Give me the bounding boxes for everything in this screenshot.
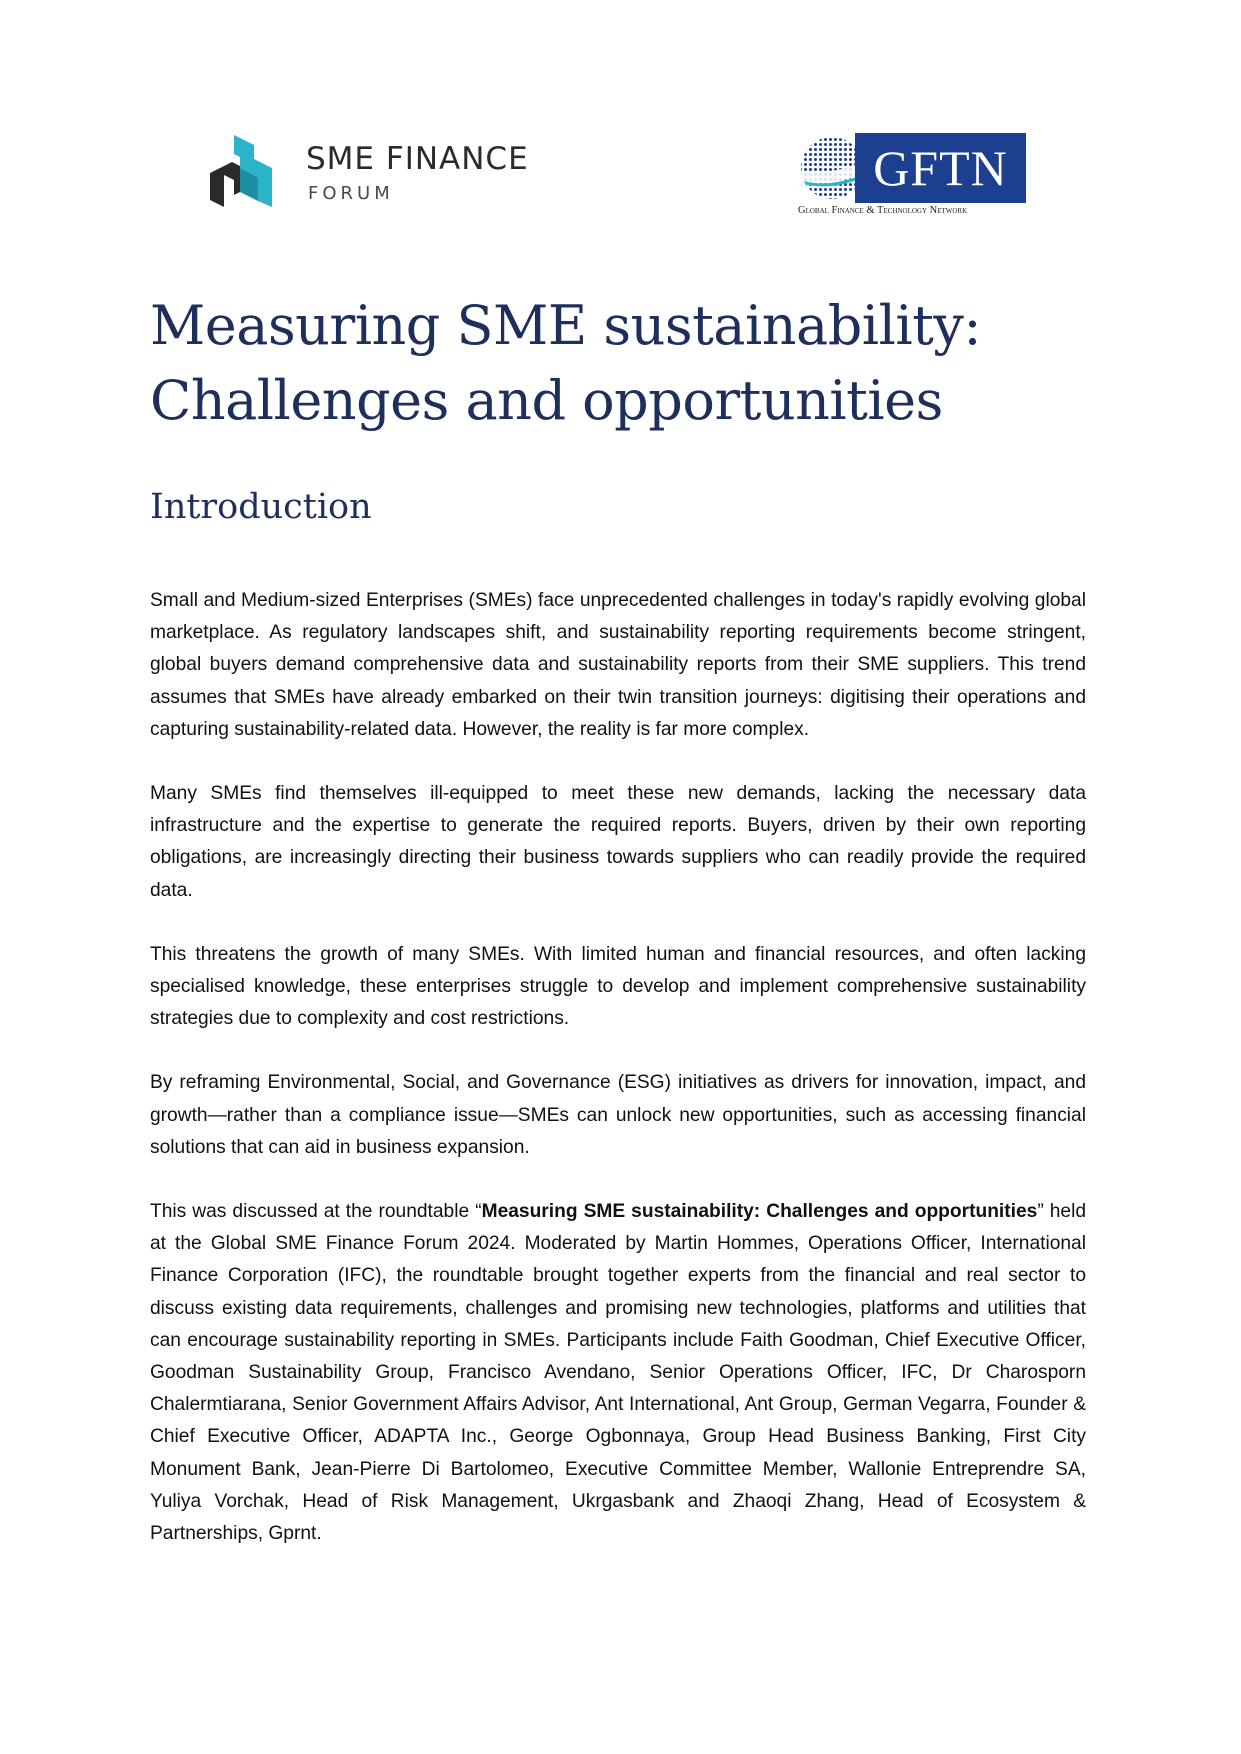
paragraph: Small and Medium-sized Enterprises (SMEs) face unprecedented challenges in today's rapidly evolving global marketplace. As regulatory landscapes shift, and sustainability reporting requirements become stringent, global buyers demand comprehensive data and sustainability reports from their SME suppliers. This trend assumes that SMEs have already embarked on their twin transition journeys: digitising their operations and capturing sustainability-related data. However, the reality is far more complex.	[150, 590, 1086, 740]
sme-finance-forum-mark-icon	[210, 135, 290, 215]
roundtable-paragraph	[150, 1196, 1086, 1550]
sme-finance-forum-logo	[210, 135, 540, 215]
section-heading: Introduction	[150, 487, 372, 527]
gftn-wordmark: GFTN	[855, 133, 1026, 203]
body-text	[150, 585, 1086, 1582]
roundtable-prefix: This was discussed at the roundtable “	[150, 1201, 482, 1223]
gftn-tagline: Global Finance & Technology Network	[798, 205, 968, 216]
sme-logo-title: SME FINANCE	[306, 141, 529, 177]
paragraph: This threatens the growth of many SMEs. With limited human and financial resources, and often lacking specialised knowledge, these enterprises struggle to develop and implement comprehensive sustainability strategies due to complexity and cost restrictions.	[150, 943, 1086, 1030]
gftn-logo	[798, 132, 1030, 222]
roundtable-title-emphasis: Measuring SME sustainability: Challenges and opportunities	[481, 1201, 1038, 1223]
page-title: Measuring SME sustainability: Challenges and opportunities	[150, 294, 982, 432]
sme-logo-subtitle: FORUM	[308, 183, 394, 204]
roundtable-suffix: ” held at the Global SME Finance Forum 2024. Moderated by Martin Hommes, Operations Officer, International Finance Corporation (IFC), the roundtable brought together experts from the financial and real sector to discuss existing data requirements, challenges and promising new technologies, platforms and utilities that can encourage sustainability reporting in SMEs. Participants include Faith Goodman, Chief Executive Officer, Goodman Sustainability Group, Francisco Avendano, Senior Operations Officer, IFC, Dr Charosporn Chalermtiarana, Senior Government Affairs Advisor, Ant International, Ant Group, German Vegarra, Founder & Chief Executive Officer, ADAPTA Inc., George Ogbonnaya, Group Head Business Banking, First City Monument Bank, Jean-Pierre Di Bartolomeo, Executive Committee Member, Wallonie Entreprendre SA, Yuliya Vorchak, Head of Risk Management, Ukrgasbank and Zhaoqi Zhang, Head of Ecosystem & Partnerships, Gprnt.	[150, 1201, 1087, 1545]
paragraph: By reframing Environmental, Social, and Governance (ESG) initiatives as drivers for innovation, impact, and growth—rather than a compliance issue—SMEs can unlock new opportunities, such as accessing financial solutions that can aid in business expansion.	[150, 1072, 1086, 1158]
paragraph: Many SMEs find themselves ill-equipped to meet these new demands, lacking the necessary data infrastructure and the expertise to generate the required reports. Buyers, driven by their own reporting obligations, are increasingly directing their business towards suppliers who can readily provide the required data.	[150, 783, 1086, 901]
